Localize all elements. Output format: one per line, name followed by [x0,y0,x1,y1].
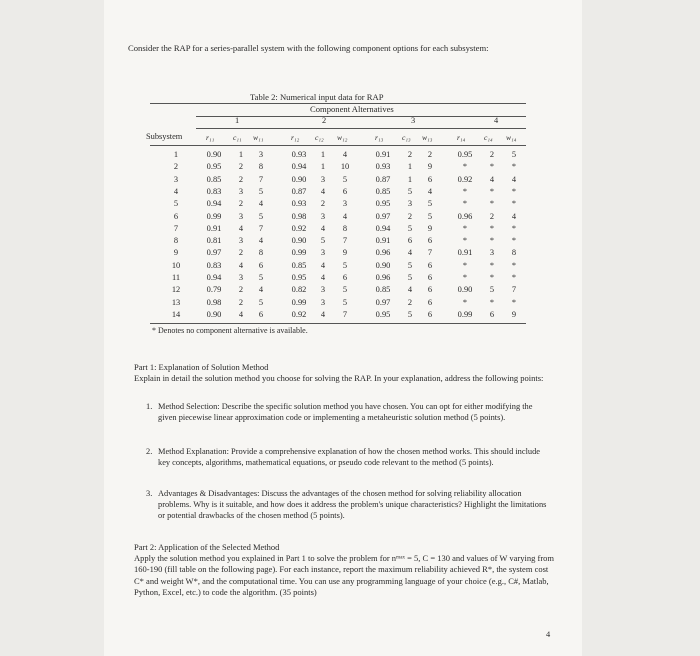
table-cell: 4 [258,236,264,246]
table-cell: * [462,223,468,233]
group-3-label: 3 [411,116,416,125]
table-cell: * [511,297,517,307]
table-cell: 5 [258,186,264,196]
table-cell: * [511,273,517,282]
table-cell: 0.83 [206,186,222,196]
table-cell: 4 [407,248,413,258]
table-cell: 6 [407,236,413,246]
table-cell: 0.87 [375,174,391,184]
page-number: 4 [546,630,551,639]
table-cell: 4 [320,273,326,282]
table-cell: 1 [320,150,326,159]
table-cell: 7 [258,223,264,233]
table-cell: 3 [407,199,413,209]
table-cell: * [462,186,468,196]
table-cell: 5 [407,223,413,233]
column-header: r₁₄ [457,133,466,142]
table-cell: 5 [407,260,413,270]
table-cell: 2 [238,285,244,295]
table-bottom-rule [150,323,526,324]
table-cell: 6 [427,260,433,270]
table-cell: 0.81 [206,236,222,246]
table-cell: 4 [320,186,326,196]
column-header: w₁₁ [253,133,264,142]
table-cell: 0.94 [206,273,222,282]
table-cell: 0.90 [375,260,391,270]
table-cell: 6 [427,174,433,184]
table-cell: 9 [427,223,433,233]
table-cell: 5 [258,211,264,221]
table-cell: 3 [238,211,244,221]
group-lines [196,128,526,129]
table-cell: 0.95 [375,199,391,209]
column-header: c₁₂ [315,133,324,142]
subsystem-id: 6 [173,211,179,221]
table-cell: 1 [407,162,413,172]
table-cell: 0.94 [206,199,222,209]
table-cell: 0.95 [375,309,391,319]
part1-section [134,362,554,384]
table-cell: 2 [489,211,495,221]
table-cell: 6 [342,186,348,196]
table-cell: 2 [238,174,244,184]
table-cell: 3 [238,186,244,196]
table-cell: * [489,260,495,270]
table-cell: 0.93 [291,150,307,159]
table-cell: 10 [340,162,350,172]
subsystem-id: 1 [173,150,179,159]
subsystem-id: 11 [171,273,181,282]
table-cell: 0.92 [291,223,307,233]
table-cell: 4 [238,309,244,319]
table-cell: 9 [342,248,348,258]
table-cell: 4 [342,211,348,221]
subsystem-id: 2 [173,162,179,172]
table-cell: 0.96 [457,211,473,221]
table-cell: 0.90 [291,236,307,246]
table-cell: 0.91 [375,236,391,246]
table-cell: 5 [258,297,264,307]
table-cell: 2 [427,150,433,159]
subsystem-id: 5 [173,199,179,209]
table-cell: 0.98 [291,211,307,221]
table-cell: * [489,162,495,172]
component-alternatives-title: Component Alternatives [310,104,394,114]
table-cell: 0.99 [291,297,307,307]
part2-section [134,542,554,598]
table-cell: 5 [320,236,326,246]
subsystem-id: 13 [171,297,181,307]
table-cell: * [489,297,495,307]
table-cell: 2 [407,150,413,159]
table-cell: 1 [238,150,244,159]
table-cell: 5 [407,309,413,319]
table-cell: 6 [342,273,348,282]
table-cell: 6 [258,260,264,270]
table-cell: 2 [320,199,326,209]
table-cell: 0.98 [206,297,222,307]
table-cell: 4 [407,285,413,295]
table-cell: 8 [258,162,264,172]
table-cell: 1 [407,174,413,184]
subsystem-id: 10 [171,260,181,270]
table-cell: 2 [238,248,244,258]
table-cell: 5 [511,150,517,159]
table-cell: 4 [238,223,244,233]
table-cell: 6 [489,309,495,319]
table-cell: 0.85 [375,186,391,196]
table-cell: 0.82 [291,285,307,295]
column-header: w₁₃ [422,133,433,142]
table-cell: 0.79 [206,285,222,295]
group-2-label: 2 [322,116,327,125]
table-cell: 5 [407,186,413,196]
table-cell: 5 [342,285,348,295]
table-cell: 0.94 [291,162,307,172]
table-cell: * [511,223,517,233]
part2-title: Part 2: Application of the Selected Method [134,542,280,552]
part1-lead: Explain in detail the solution method you choose for solving the RAP. In your explanation, address the following points: [134,373,544,384]
table-cell: * [489,199,495,209]
table-cell: 4 [320,309,326,319]
table-cell: 8 [342,223,348,233]
table-cell: 7 [342,236,348,246]
item-text: Advantages & Disadvantages: Discuss the advantages of the chosen method for solving reliability allocation problems. Why is it suitable, and how does it address the problem's unique characteristics? Highlight the limitations or potential drawbacks of the chosen method (5 points). [158,489,547,521]
table-cell: * [489,223,495,233]
table-cell: 0.97 [375,211,391,221]
table-cell: 0.97 [206,248,222,258]
table-cell: 0.99 [457,309,473,319]
table-cell: 4 [320,223,326,233]
column-header: w₁₂ [337,133,348,142]
table-cell: 2 [407,211,413,221]
table-cell: 5 [342,260,348,270]
table-cell: 6 [427,309,433,319]
header-rule [150,145,526,146]
subsystem-header: Subsystem [146,132,183,141]
intro-text: Consider the RAP for a series-parallel system with the following component options for each subsystem: [128,43,489,53]
part1-item-3 [146,488,550,522]
subsystem-id: 9 [173,248,179,258]
item-number: 3. [146,489,153,498]
table-cell: 9 [511,309,517,319]
group-rule [196,116,526,117]
table-cell: 0.93 [375,162,391,172]
table-cell: * [511,260,517,270]
table-cell: 6 [427,285,433,295]
table-cell: 3 [342,199,348,209]
column-header: w₁₄ [506,133,517,142]
group-4-label: 4 [494,116,499,125]
table-cell: 3 [489,248,495,258]
column-header: c₁₃ [402,133,411,142]
table-caption: Table 2: Numerical input data for RAP [250,92,384,102]
table-cell: 3 [320,174,326,184]
table-cell: 0.96 [375,273,391,282]
table-cell: 0.87 [291,186,307,196]
table-cell: 1 [320,162,326,172]
table-cell: 3 [320,285,326,295]
table-cell: 0.94 [375,223,391,233]
table-cell: 3 [320,248,326,258]
table-cell: 3 [258,150,264,159]
table-cell: 0.92 [291,309,307,319]
table-cell: * [462,260,468,270]
table-cell: 2 [407,297,413,307]
table-cell: * [489,186,495,196]
table-cell: 7 [342,309,348,319]
table-cell: 0.91 [457,248,473,258]
table-cell: 0.93 [291,199,307,209]
table-cell: 5 [489,285,495,295]
part1-item-2 [146,446,550,468]
part1-title: Part 1: Explanation of Solution Method [134,362,269,372]
subsystem-id: 7 [173,223,179,233]
table-cell: 0.90 [291,174,307,184]
table-cell: 0.95 [457,150,473,159]
table-cell: 2 [238,162,244,172]
column-header: c₁₁ [233,133,242,142]
table-cell: * [462,273,468,282]
table-cell: 3 [238,273,244,282]
table-cell: 2 [238,199,244,209]
table-cell: 0.90 [206,150,222,159]
subsystem-id: 4 [173,186,179,196]
table-cell: 5 [407,273,413,282]
table-cell: 6 [427,297,433,307]
table-footnote: * Denotes no component alternative is available. [152,326,308,335]
table-cell: 4 [427,186,433,196]
subsystem-id: 3 [173,174,179,184]
table-cell: 0.85 [291,260,307,270]
table-cell: 5 [258,273,264,282]
table-cell: 4 [238,260,244,270]
table-cell: 4 [342,150,348,159]
table-cell: 0.90 [457,285,473,295]
table-cell: 0.95 [206,162,222,172]
column-header: r₁₂ [291,133,300,142]
table-cell: * [462,199,468,209]
table-cell: 2 [489,150,495,159]
table-cell: * [462,236,468,246]
table-cell: 0.95 [291,273,307,282]
part2-body: Apply the solution method you explained in Part 1 to solve the problem for nᵐᵃˣ = 5, C = 130 and values of W varying from 160-190 (fill table on the following page). For each instance, report the maximum reliability achieved R*, the system cost C* and weight W*, and the computational time. You can use any programming language of your choice (e.g., C#, Matlab, Python, Excel, etc.) to code the algorithm. (35 points) [134,553,555,597]
table-cell: 9 [427,162,433,172]
subsystem-id: 14 [171,309,181,319]
table-cell: 6 [427,273,433,282]
table-cell: 0.85 [375,285,391,295]
table-cell: 5 [427,211,433,221]
item-number: 2. [146,447,153,456]
table-cell: 4 [489,174,495,184]
table-cell: 8 [511,248,517,258]
table-cell: 7 [258,174,264,184]
table-cell: 3 [238,236,244,246]
table-cell: * [511,162,517,172]
table-cell: * [462,162,468,172]
table-cell: 0.99 [291,248,307,258]
table-cell: 4 [320,260,326,270]
table-cell: 0.97 [375,297,391,307]
table-cell: 4 [511,211,517,221]
column-header: r₁₁ [206,133,215,142]
table-cell: 6 [258,309,264,319]
subsystem-id: 12 [171,285,181,295]
subsystem-id: 8 [173,236,179,246]
table-cell: 0.96 [375,248,391,258]
group-1-label: 1 [235,116,240,125]
table-cell: 5 [342,174,348,184]
table-cell: 4 [511,174,517,184]
table-cell: 4 [258,199,264,209]
item-text: Method Explanation: Provide a comprehensive explanation of how the chosen method works. This should include key concepts, algorithms, mathematical equations, or pseudo code relevant to the method (5 points). [158,447,540,468]
item-number: 1. [146,402,153,411]
table-cell: 8 [258,248,264,258]
table-cell: 6 [427,236,433,246]
table-cell: 7 [511,285,517,295]
table-cell: * [511,236,517,246]
table-cell: 7 [427,248,433,258]
column-header: r₁₃ [375,133,384,142]
table-cell: 3 [320,297,326,307]
table-cell: * [462,297,468,307]
table-cell: 0.83 [206,260,222,270]
table-cell: 0.91 [375,150,391,159]
column-header: c₁₄ [484,133,493,142]
table-cell: * [489,273,495,282]
table-cell: 5 [427,199,433,209]
table-cell: 0.91 [206,223,222,233]
part1-item-1 [146,401,550,423]
table-cell: 0.92 [457,174,473,184]
table-cell: 3 [320,211,326,221]
table-cell: * [489,236,495,246]
table-cell: 0.99 [206,211,222,221]
table-cell: * [511,186,517,196]
table-cell: 0.90 [206,309,222,319]
item-text: Method Selection: Describe the specific solution method you have chosen. You can opt for either modifying the given piecewise linear approximation code or implementing a metaheuristic solution method (5 points). [158,402,533,423]
table-cell: 5 [342,297,348,307]
table-cell: 2 [238,297,244,307]
table-cell: 0.85 [206,174,222,184]
table-cell: 4 [258,285,264,295]
table-cell: * [511,199,517,209]
